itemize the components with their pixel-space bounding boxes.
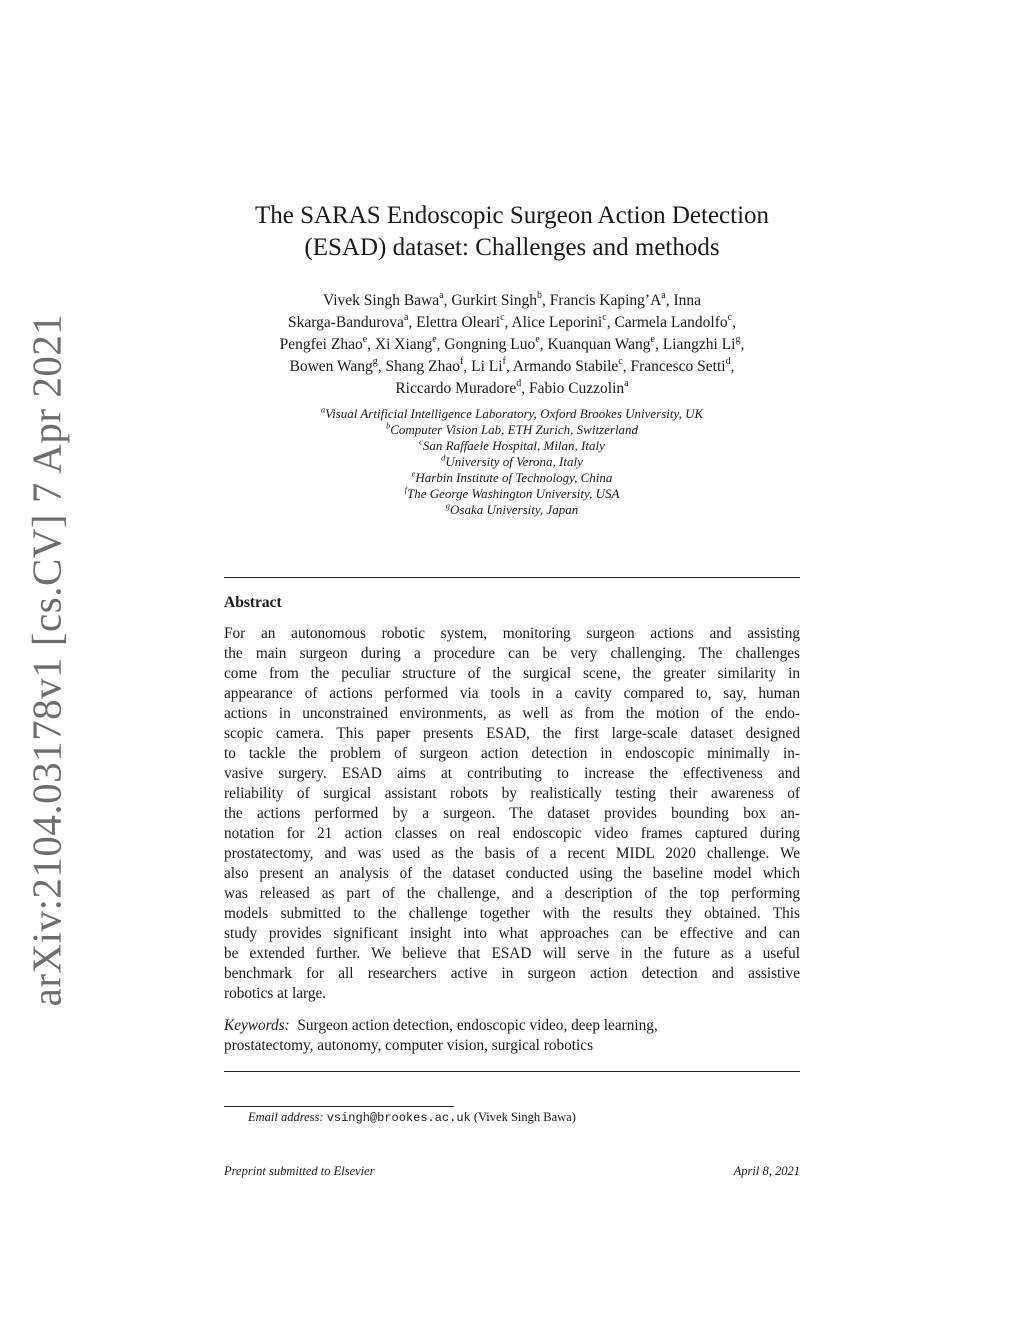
abstract-line: come from the peculiar structure of the surgical scene, the greater similarity in	[224, 665, 800, 682]
author-name: Skarga-Bandurova	[288, 314, 404, 331]
author-affil-sup: e	[362, 333, 368, 345]
affiliation	[200, 422, 824, 438]
footnote-name: (Vivek Singh Bawa)	[473, 1110, 576, 1124]
author-affil-sup: g	[372, 355, 378, 367]
author-affil-sup: a	[661, 289, 666, 301]
keywords-line-2: prostatectomy, autonomy, computer vision, surgical robotics	[224, 1037, 594, 1054]
author-affil-sup: f	[460, 355, 464, 367]
abstract-line: to tackle the problem of surgeon action detection in endoscopic minimally in-	[224, 745, 800, 762]
author-name: Gongning Luo	[444, 336, 536, 353]
author-name: Francesco Setti	[630, 358, 726, 375]
affiliation	[200, 502, 824, 518]
abstract-line: benchmark for all researchers active in surgeon action detection and assistive	[224, 965, 800, 982]
affiliation-text: Harbin Institute of Technology, China	[415, 470, 613, 485]
affiliation	[200, 470, 824, 486]
abstract-line: prostatectomy, and was used as the basis of a recent MIDL 2020 challenge. We	[224, 845, 800, 862]
abstract-line: the main surgeon during a procedure can be very challenging. The challenges	[224, 645, 800, 662]
title-line-1: The SARAS Endoscopic Surgeon Action Detection	[254, 202, 770, 229]
affiliation-list	[200, 406, 824, 518]
affiliation-sup: d	[441, 452, 446, 463]
affiliation	[200, 454, 824, 470]
author-affil-sup: c	[618, 355, 623, 367]
keywords	[224, 1016, 800, 1056]
author-affil-sup: d	[725, 355, 731, 367]
abstract-line: appearance of actions performed via tools in a cavity compared to, say, human	[224, 685, 800, 702]
author-affil-sup: a	[403, 311, 409, 323]
abstract-line: For an autonomous robotic system, monitoring surgeon actions and assisting	[224, 625, 800, 642]
abstract-line: actions in unconstrained environments, as well as from the motion of the endo-	[224, 705, 800, 722]
affiliation-text: University of Verona, Italy	[445, 454, 583, 469]
keywords-line-1	[224, 1016, 800, 1036]
author-name: Xi Xiang	[374, 336, 433, 353]
affiliation-sup: f	[404, 484, 407, 495]
author-name: Francis Kaping’A	[549, 292, 662, 309]
affiliation-text: The George Washington University, USA	[406, 486, 620, 501]
author-name: Kuanquan Wang	[547, 336, 651, 353]
abstract-line: vasive surgery. ESAD aims at contributing to increase the effectiveness and	[224, 765, 800, 782]
author-name: Gurkirt Singh	[451, 292, 538, 309]
author-name: Carmela Landolfo	[614, 314, 728, 331]
footnote-label: Email address:	[248, 1110, 324, 1124]
abstract-line: was released as part of the challenge, and a description of the top performing	[224, 885, 800, 902]
affiliation	[200, 406, 824, 422]
author-affil-sup: c	[602, 311, 607, 323]
author-affil-sup: e	[432, 333, 437, 345]
author-email-link[interactable]: vsingh@brookes.ac.uk	[326, 1111, 471, 1125]
author-name: Pengfei Zhao	[279, 336, 363, 353]
arxiv-sidebar	[20, 313, 72, 1007]
affiliation-sup: b	[385, 420, 391, 431]
author-affil-sup: e	[650, 333, 655, 345]
affiliation-text: Osaka University, Japan	[450, 502, 579, 517]
author-list	[200, 290, 824, 400]
keywords-label: Keywords:	[224, 1017, 290, 1034]
author-name: Shang Zhao	[385, 358, 461, 375]
affiliation-sup: e	[411, 468, 416, 479]
author-line-3: Pengfei Zhao$^e$, Xi Xiang$^e$, Gongning Luo$^e$, Kuanquan Wang$^e$, Liangzhi Li$^g$,	[279, 333, 745, 353]
top-rule	[224, 577, 800, 578]
keywords-text: Surgeon action detection, endoscopic video, deep learning,	[297, 1017, 658, 1034]
affiliation-text: Visual Artificial Intelligence Laboratory, Oxford Brookes University, UK	[325, 406, 704, 421]
affiliation-text: Computer Vision Lab, ETH Zurich, Switzerland	[390, 422, 639, 437]
abstract-line: models submitted to the challenge together with the results they obtained. This	[224, 905, 800, 922]
affiliation-sup: c	[419, 436, 423, 447]
affiliation	[200, 486, 824, 502]
author-line-4: Bowen Wang$^g$, Shang Zhao$^f$, Li Li$^f$, Armando Stabile$^c$, Francesco Setti$^d$,	[289, 355, 735, 375]
author-affil-sup: b	[537, 289, 543, 301]
author-name: Elettra Oleari	[416, 314, 501, 331]
abstract-line: reliability of surgical assistant robots by realistically testing their awareness of	[224, 785, 800, 802]
author-affil-sup: c	[500, 311, 505, 323]
author-name: Inna	[673, 292, 702, 309]
author-name: Alice Leporini	[511, 314, 603, 331]
author-name: Armando Stabile	[512, 358, 619, 375]
author-name: Liangzhi Li	[662, 336, 736, 353]
author-affil-sup: a	[624, 377, 629, 389]
affiliation	[200, 438, 824, 454]
author-affil-sup: f	[502, 355, 506, 367]
author-affil-sup: d	[516, 377, 522, 389]
abstract-line: notation for 21 action classes on real endoscopic video frames captured during	[224, 825, 800, 842]
footnote-rule	[224, 1106, 454, 1107]
affiliation-sup: g	[445, 500, 451, 511]
author-line-5: Riccardo Muradore$^d$, Fabio Cuzzolin$^a$	[395, 377, 629, 397]
footer-date: April 8, 2021	[733, 1164, 800, 1178]
author-name: Vivek Singh Bawa	[322, 292, 440, 309]
affiliation-text: San Raffaele Hospital, Milan, Italy	[422, 438, 605, 453]
abstract-line: study provides significant insight into what approaches can be effective and can	[224, 925, 800, 942]
abstract-line: be extended further. We believe that ESAD will serve in the future as a useful	[224, 945, 800, 962]
author-name: Bowen Wang	[289, 358, 373, 375]
author-affil-sup: c	[727, 311, 733, 323]
footer-preprint: Preprint submitted to Elsevier	[224, 1164, 375, 1178]
abstract-heading: Abstract	[224, 594, 282, 611]
author-name: Riccardo Muradore	[395, 380, 517, 397]
paper-title	[200, 200, 824, 264]
arxiv-identifier: arXiv:2104.03178v1 [cs.CV] 7 Apr 2021	[23, 313, 70, 1007]
abstract-line: scopic camera. This paper presents ESAD, the first large-scale dataset designed	[224, 725, 800, 742]
author-name: Fabio Cuzzolin	[529, 380, 625, 397]
abstract-line: also present an analysis of the dataset conducted using the baseline model which	[224, 865, 800, 882]
affiliation-sup: a	[320, 404, 326, 415]
title-line-2: (ESAD) dataset: Challenges and methods	[304, 234, 720, 261]
footnote	[248, 1110, 576, 1125]
author-line-1: Vivek Singh Bawa$^a$, Gurkirt Singh$^b$, Francis $Kaping’A^a$, Inna	[322, 289, 702, 309]
author-affil-sup: e	[535, 333, 540, 345]
abstract-line: the actions performed by a surgeon. The dataset provides bounding box an-	[224, 805, 800, 822]
author-name: Li Li	[471, 358, 503, 375]
author-line-2: Skarga-Bandurova$^a$, Elettra Oleari$^c$, Alice Leporini$^c$, Carmela Landolfo$^c$,	[288, 311, 736, 331]
bottom-rule	[224, 1071, 800, 1072]
author-affil-sup: a	[439, 289, 444, 301]
abstract-body	[224, 624, 800, 1004]
abstract-line: robotics at large.	[224, 985, 327, 1002]
author-affil-sup: g	[735, 333, 741, 345]
